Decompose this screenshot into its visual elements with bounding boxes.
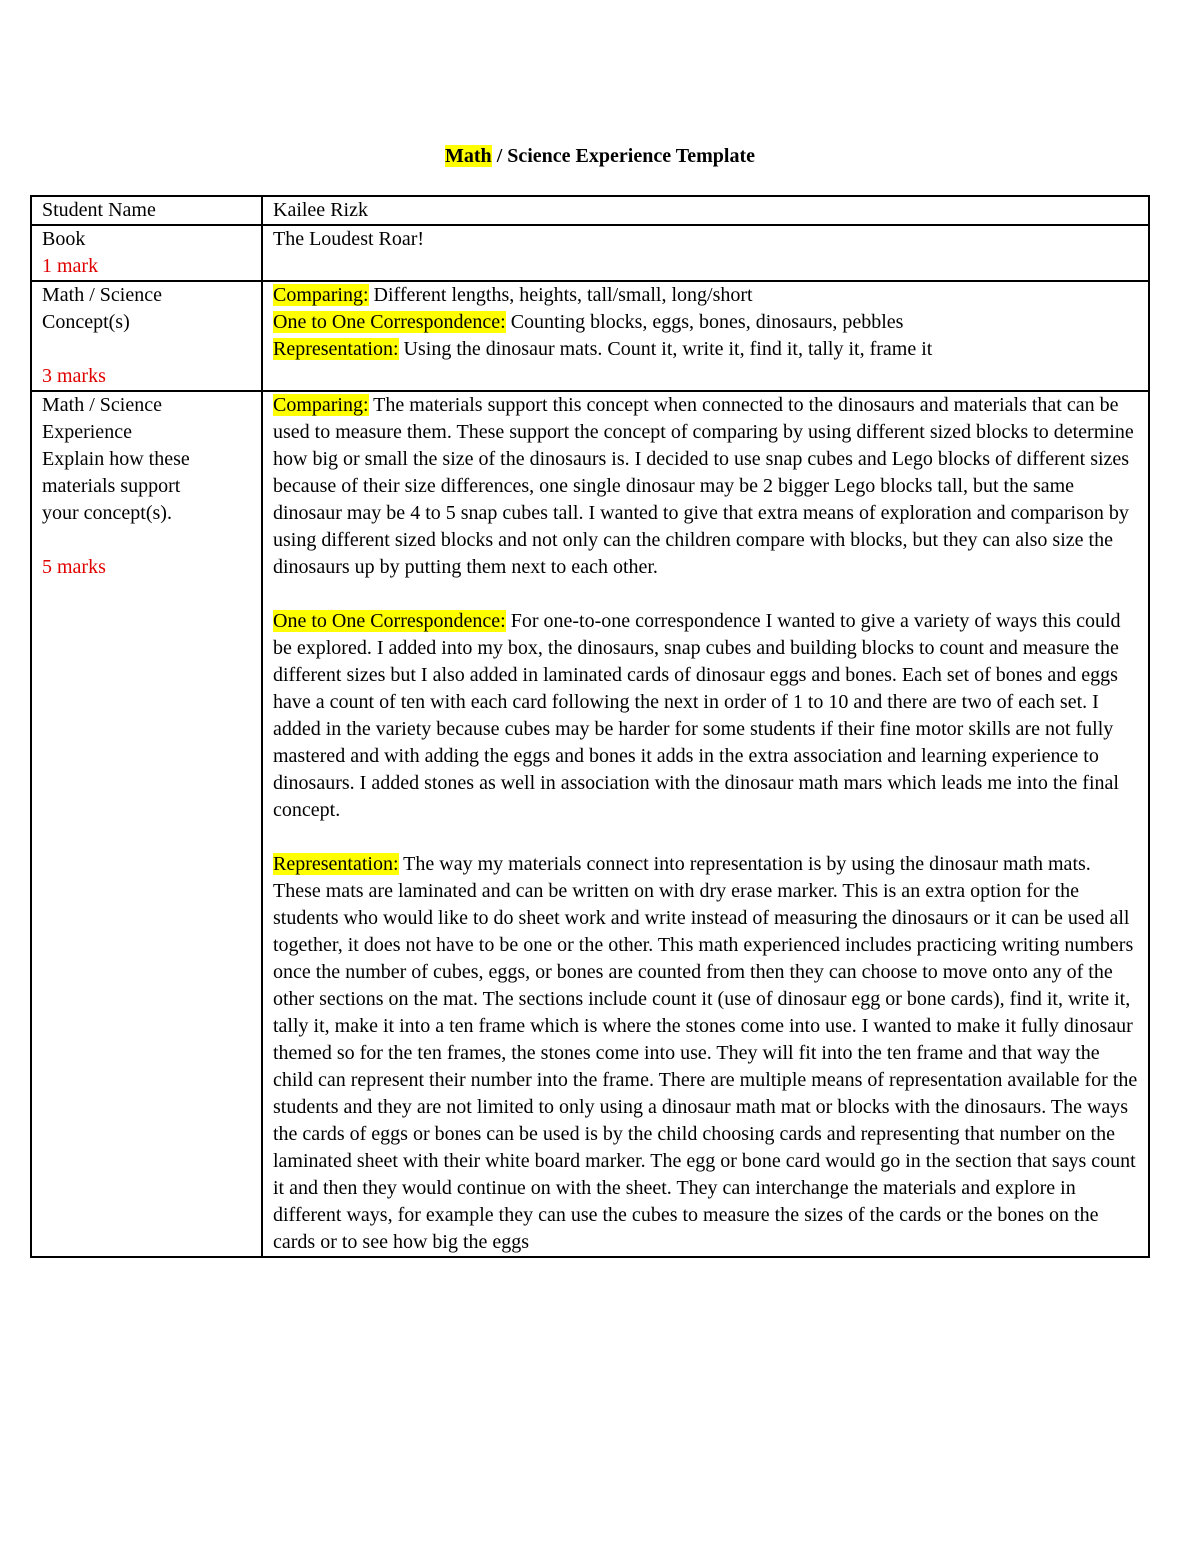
table-row-concepts	[31, 281, 1149, 391]
concept-item-comparing	[273, 282, 1140, 309]
student-name-value-cell	[262, 196, 1149, 225]
experience-label-line-3: Explain how these	[42, 448, 190, 470]
concepts-label-cell	[31, 281, 262, 391]
concepts-label-line-2: Concept(s)	[42, 311, 130, 333]
experience-section-representation	[273, 851, 1140, 1256]
student-name-label-cell	[31, 196, 262, 225]
concept-term: Comparing:	[273, 284, 369, 306]
page-title	[0, 143, 1200, 169]
concept-term: One to One Correspondence:	[273, 311, 506, 333]
concepts-value-cell	[262, 281, 1149, 391]
experience-section-one-to-one	[273, 608, 1140, 824]
concept-item-one-to-one	[273, 309, 1140, 336]
concept-text: Using the dinosaur mats. Count it, write it, find it, tally it, frame it	[398, 338, 933, 360]
concept-text: Counting blocks, eggs, bones, dinosaurs, pebbles	[505, 311, 904, 333]
experience-value-cell	[262, 391, 1149, 1257]
experience-label-line-1: Math / Science	[42, 394, 162, 416]
book-value-cell	[262, 225, 1149, 281]
concept-item-representation	[273, 336, 1140, 363]
concept-text: Different lengths, heights, tall/small, long/short	[368, 284, 753, 306]
section-term: Comparing:	[273, 394, 369, 416]
book-marks: 1 mark	[42, 255, 99, 277]
section-text: The way my materials connect into representation is by using the dinosaur math mats. These mats are laminated and can be written on with dry erase marker. This is an extra option for the students who would like to do sheet work and write instead of measuring the dinosaurs or it can be used all together, it does not have to be one or the other. This math experienced includes practicing writing numbers once the number of cubes, eggs, or bones are counted from then they can choose to move onto any of the other sections on the mat. The sections include count it (use of dinosaur egg or bone cards), find it, write it, tally it, make it into a ten frame which is where the stones come into use. I wanted to make it fully dinosaur themed so for the ten frames, the stones come into use. They will fit into the ten frame and that way the child can represent their number into the frame. There are multiple means of representation available for the students and they are not limited to only using a dinosaur math mat or blocks with the dinosaurs. The ways the cards of eggs or bones can be used is by the child choosing cards and representing that number on the laminated sheet with their white board marker. The egg or bone card would go in the section that says count it and then they would continue on with the sheet. They can interchange the materials and explore in different ways, for example they can use the cubes to measure the sizes of the cards or the bones on the cards or to see how big the eggs	[273, 853, 1138, 1253]
section-term: Representation:	[273, 853, 399, 875]
experience-label-line-2: Experience	[42, 421, 132, 443]
experience-label-cell	[31, 391, 262, 1257]
book-title: The Loudest Roar!	[273, 228, 425, 250]
experience-label-line-4: materials support	[42, 475, 181, 497]
experience-section-comparing	[273, 392, 1140, 581]
experience-label-line-5: your concept(s).	[42, 502, 172, 524]
student-name-value: Kailee Rizk	[273, 199, 368, 221]
book-label-cell	[31, 225, 262, 281]
section-text: The materials support this concept when connected to the dinosaurs and materials that can be used to measure them. These support the concept of comparing by using different sized blocks to determine how big or small the size of the dinosaurs is. I decided to use snap cubes and Lego blocks of different sizes because of their size differences, one single dinosaur may be 2 bigger Lego blocks tall, but the same dinosaur may be 4 to 5 snap cubes tall. I wanted to give that extra means of exploration and comparison by using different sized blocks and not only can the children compare with blocks, but they can also size the dinosaurs up by putting them next to each other.	[273, 394, 1134, 578]
concepts-marks: 3 marks	[42, 365, 106, 387]
experience-template-table	[30, 195, 1150, 1258]
table-row-student-name	[31, 196, 1149, 225]
table-row-book	[31, 225, 1149, 281]
book-label: Book	[42, 228, 86, 250]
section-term: One to One Correspondence:	[273, 610, 506, 632]
table-row-experience	[31, 391, 1149, 1257]
concepts-label-line-1: Math / Science	[42, 284, 162, 306]
title-rest: / Science Experience Template	[491, 145, 755, 167]
experience-marks: 5 marks	[42, 556, 106, 578]
section-text: For one-to-one correspondence I wanted to give a variety of ways this could be explored. I added into my box, the dinosaurs, snap cubes and building blocks to count and measure the different sizes but I also added in laminated cards of dinosaur eggs and bones. Each set of bones and eggs have a count of ten with each card following the next in order of 1 to 10 and there are two of each set. I added in the variety because cubes may be harder for some students if their fine motor skills are not fully mastered and with adding the eggs and bones it adds in the extra association and learning experience to dinosaurs. I added stones as well in association with the dinosaur math mars which leads me into the final concept.	[273, 610, 1121, 821]
title-highlighted-word: Math	[445, 145, 492, 167]
student-name-label: Student Name	[42, 199, 156, 221]
concept-term: Representation:	[273, 338, 399, 360]
